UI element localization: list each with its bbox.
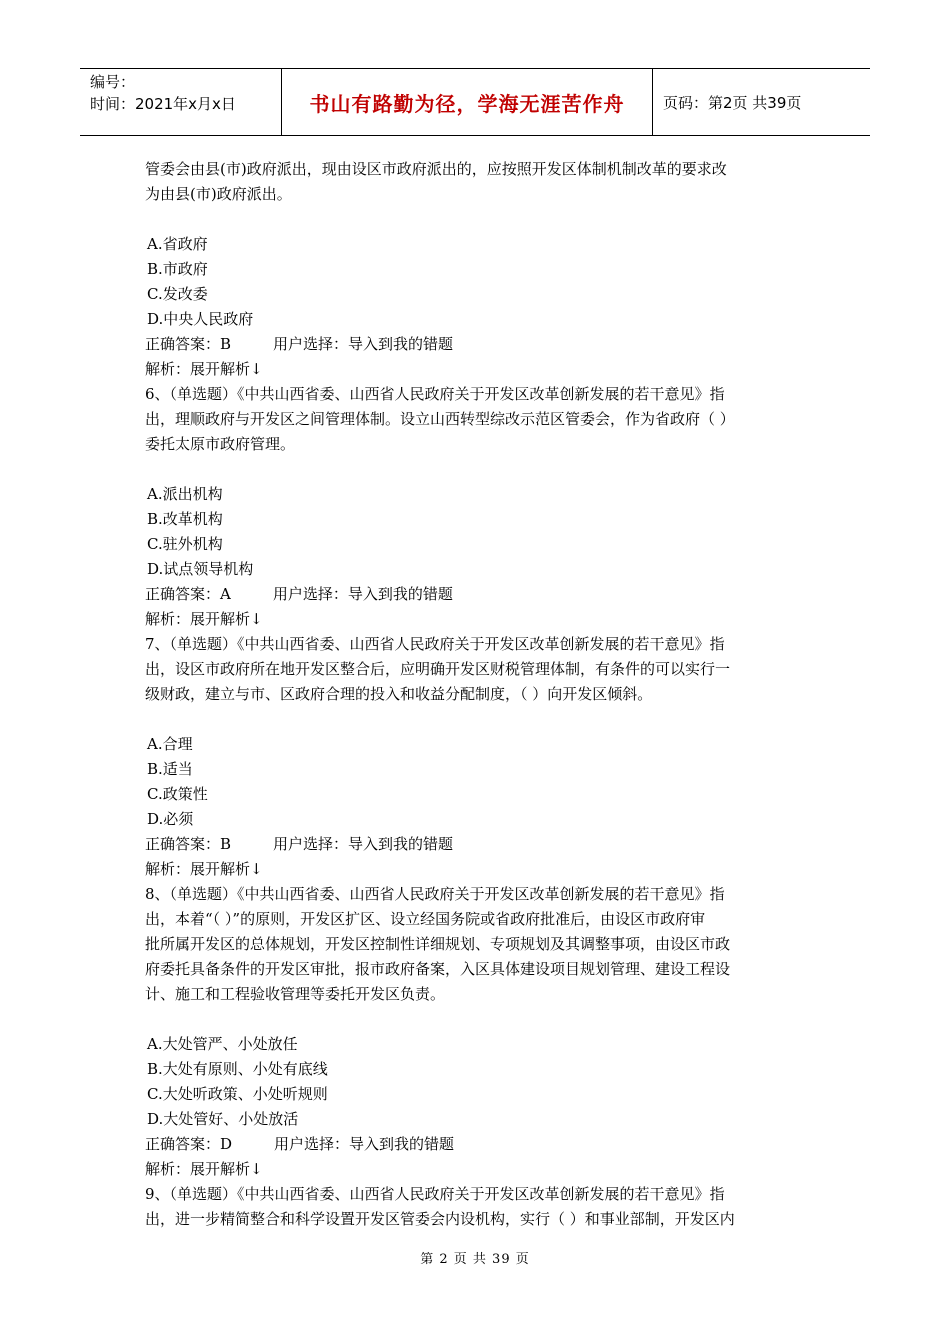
- correct-answer: 正确答案：B: [145, 835, 232, 853]
- correct-answer: 正确答案：A: [145, 585, 231, 603]
- analysis-toggle[interactable]: 解析：展开解析↓: [145, 860, 263, 878]
- option-d: D.大处管好、小处放活: [147, 1110, 299, 1128]
- user-choice-link[interactable]: 用户选择：导入到我的错题: [272, 585, 453, 603]
- user-choice-link[interactable]: 用户选择：导入到我的错题: [273, 335, 454, 353]
- analysis-toggle[interactable]: 解析：展开解析↓: [145, 610, 263, 628]
- question-text-line: 批所属开发区的总体规划，开发区控制性详细规划、专项规划及其调整事项，由设区市政: [145, 935, 731, 953]
- question-text-line: 6、（单选题）《中共山西省委、山西省人民政府关于开发区改革创新发展的若干意见》指: [145, 385, 725, 403]
- answer-row: [145, 332, 810, 357]
- question-text-line: 8、（单选题）《中共山西省委、山西省人民政府关于开发区改革创新发展的若干意见》指: [145, 885, 725, 903]
- option-b: B.改革机构: [147, 510, 223, 528]
- document-number-label: 编号：: [90, 73, 136, 91]
- user-choice-link[interactable]: 用户选择：导入到我的错题: [273, 835, 454, 853]
- option-c: C.大处听政策、小处听规则: [147, 1085, 328, 1103]
- question-text-line: 7、（单选题）《中共山西省委、山西省人民政府关于开发区改革创新发展的若干意见》指: [145, 635, 725, 653]
- question-text-line: 出，本着“（ ）”的原则，开发区扩区、设立经国务院或省政府批准后，由设区市政府审: [145, 910, 706, 928]
- user-choice-link[interactable]: 用户选择：导入到我的错题: [274, 1135, 455, 1153]
- question-text-line: 出，理顺政府与开发区之间管理体制。设立山西转型综改示范区管委会，作为省政府（ ）: [145, 410, 735, 428]
- question-text-line: 管委会由县(市)政府派出，现由设区市政府派出的，应按照开发区体制机制改革的要求改: [145, 160, 727, 178]
- header-meta: [80, 69, 282, 135]
- question-text-line: 级财政，建立与市、区政府合理的投入和收益分配制度，（ ）向开发区倾斜。: [145, 685, 653, 703]
- option-c: C.政策性: [147, 785, 208, 803]
- question-text-line: 为由县(市)政府派出。: [145, 185, 292, 203]
- option-d: D.试点领导机构: [147, 560, 254, 578]
- answer-row: [145, 582, 810, 607]
- option-c: C.发改委: [147, 285, 208, 303]
- option-a: A.省政府: [147, 235, 208, 253]
- answer-row: [145, 832, 810, 857]
- document-time-label: 时间：2021年x月x日: [90, 95, 236, 113]
- analysis-toggle[interactable]: 解析：展开解析↓: [145, 360, 263, 378]
- header-motto: 书山有路勤为径，学海无涯苦作舟: [282, 69, 653, 135]
- option-a: A.派出机构: [147, 485, 223, 503]
- document-body: [145, 157, 810, 1232]
- option-b: B.市政府: [147, 260, 208, 278]
- option-d: D.中央人民政府: [147, 310, 254, 328]
- correct-answer: 正确答案：D: [145, 1135, 233, 1153]
- header-page-number: 页码：第2页 共39页: [663, 93, 802, 112]
- question-text-line: 府委托具备条件的开发区审批，报市政府备案，入区具体建设项目规划管理、建设工程设: [145, 960, 731, 978]
- option-b: B.适当: [147, 760, 193, 778]
- analysis-toggle[interactable]: 解析：展开解析↓: [145, 1160, 263, 1178]
- page-footer: 第 2 页 共 39 页: [420, 1252, 530, 1267]
- correct-answer: 正确答案：B: [145, 335, 232, 353]
- option-a: A.大处管严、小处放任: [147, 1035, 298, 1053]
- question-text-line: 9、（单选题）《中共山西省委、山西省人民政府关于开发区改革创新发展的若干意见》指: [145, 1185, 725, 1203]
- question-text-line: 出，设区市政府所在地开发区整合后，应明确开发区财税管理体制，有条件的可以实行一: [145, 660, 731, 678]
- question-text-line: 出，进一步精简整合和科学设置开发区管委会内设机构，实行（ ）和事业部制，开发区内: [145, 1210, 735, 1228]
- question-text-line: 计、施工和工程验收管理等委托开发区负责。: [145, 985, 446, 1003]
- option-d: D.必须: [147, 810, 194, 828]
- option-c: C.驻外机构: [147, 535, 223, 553]
- option-b: B.大处有原则、小处有底线: [147, 1060, 328, 1078]
- answer-row: [145, 1132, 810, 1157]
- question-text-line: 委托太原市政府管理。: [145, 435, 296, 453]
- option-a: A.合理: [147, 735, 193, 753]
- page-header: [80, 68, 870, 136]
